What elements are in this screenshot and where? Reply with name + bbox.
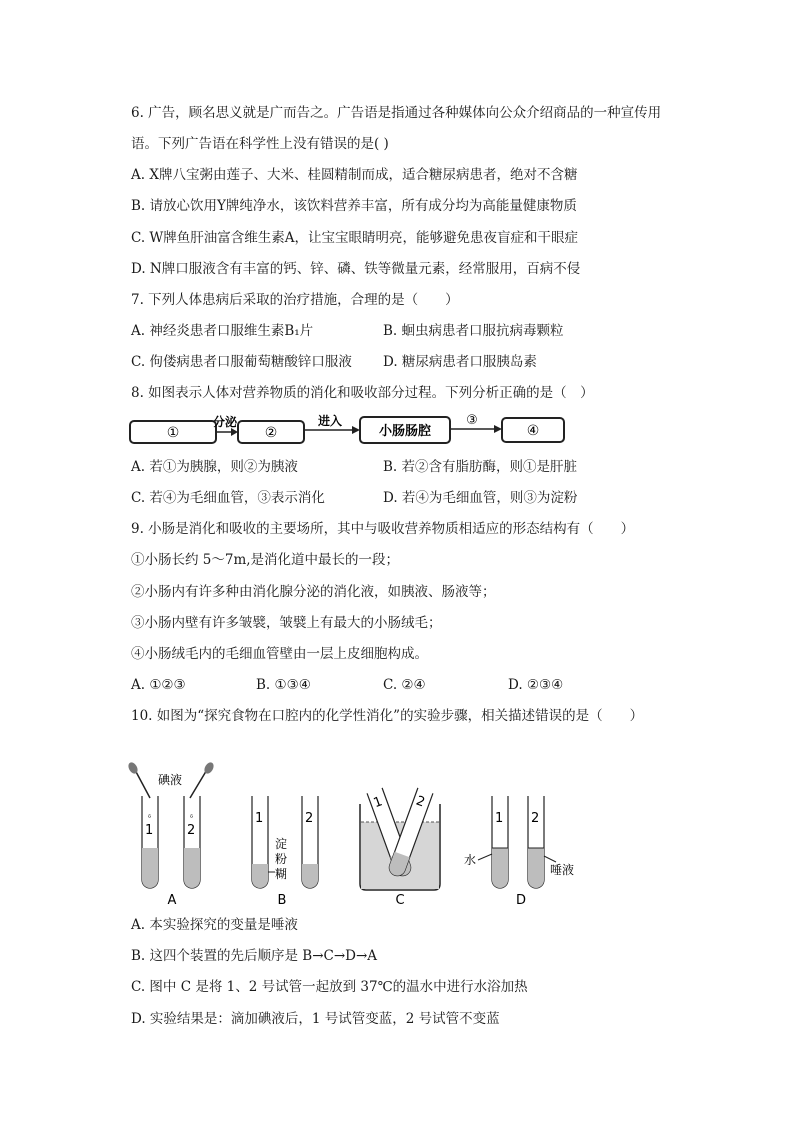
saliva-label: 唾液 [550,863,575,877]
setup-a-label: A [167,893,177,908]
q7-option-d: D. 糖尿病患者口服胰岛素 [383,354,537,370]
q9-statement-2: ②小肠内有许多种由消化腺分泌的消化液，如胰液、肠液等； [131,584,496,600]
setup-c [360,788,440,908]
flow-box-1-label: ① [166,425,180,441]
q10-option-d: D. 实验结果是：滴加碘液后，1 号试管变蓝，2 号试管不变蓝 [131,1011,500,1027]
tube-1-label-d: 1 [495,811,504,826]
q7-option-c: C. 佝偻病患者口服葡萄糖酸锌口服液 [131,354,352,370]
q9-option-d: D. ②③④ [508,677,564,693]
tube-2-label-b: 2 [305,811,314,826]
q8-option-d: D. 若④为毛细血管，则③为淀粉 [383,490,578,506]
q9-statement-1: ①小肠长约 5～7m,是消化道中最长的一段； [131,552,400,568]
svg-text:ᵟ: ᵟ [148,813,152,822]
setup-d-label: D [515,893,527,908]
starch-label-2: 粉 [275,852,288,866]
water-label: 水 [464,853,477,867]
test-tube-experiment-figure [120,760,600,910]
q7-option-b: B. 蛔虫病患者口服抗病毒颗粒 [383,323,564,339]
q9-stem: 9. 小肠是消化和吸收的主要场所，其中与吸收营养物质相适应的形态结构有（ ） [131,521,635,537]
tube-1-label-a: 1 [145,823,154,838]
q6-option-d: D. N牌口服液含有丰富的钙、锌、磷、铁等微量元素，经常服用，百病不侵 [131,261,581,277]
starch-label-1: 淀 [275,837,288,851]
q6-option-c: C. W牌鱼肝油富含维生素A，让宝宝眼睛明亮，能够避免患夜盲症和干眼症 [131,230,579,246]
setup-b-label: B [277,893,287,908]
q10-option-a: A. 本实验探究的变量是唾液 [131,917,298,933]
q10-option-b: B. 这四个装置的先后顺序是 B→C→D→A [131,948,378,964]
q8-stem: 8. 如图表示人体对营养物质的消化和吸收部分过程。下列分析正确的是（ ） [131,385,594,401]
q8-option-c: C. 若④为毛细血管，③表示消化 [131,490,325,506]
q6-stem-line2: 语。下列广告语在科学性上没有错误的是( ) [131,136,389,152]
digestion-flow-diagram [128,412,568,446]
setup-d [464,796,574,908]
flow-box-4-label: ④ [526,423,540,439]
q10-stem: 10. 如图为“探究食物在口腔内的化学性消化”的实验步骤，相关描述错误的是（ ） [131,708,644,724]
q8-option-b: B. 若②含有脂肪酶，则①是肝脏 [383,459,578,475]
q10-option-c: C. 图中 C 是将 1、2 号试管一起放到 37℃的温水中进行水浴加热 [131,979,528,995]
tube-2-label-a: 2 [187,823,196,838]
flow-arrow-3-label: ③ [466,413,478,428]
flow-box-3-label: 小肠肠腔 [378,424,432,439]
q9-statement-4: ④小肠绒毛内的毛细血管壁由一层上皮细胞构成。 [131,646,428,662]
q7-stem: 7. 下列人体患病后采取的治疗措施，合理的是（ ） [131,292,459,308]
svg-text:ᵟ: ᵟ [190,813,194,822]
q9-option-a: A. ①②③ [131,677,186,693]
q9-option-b: B. ①③④ [256,677,311,693]
q9-statement-3: ③小肠内壁有许多皱襞，皱襞上有最大的小肠绒毛； [131,615,442,631]
flow-arrow-1-label: 分泌 [213,415,238,429]
setup-a [127,761,216,908]
q6-option-a: A. X牌八宝粥由莲子、大米、桂圆精制而成，适合糖尿病患者，绝对不含糖 [131,167,578,183]
setup-c-label: C [395,893,405,908]
tube-2-label-d: 2 [531,811,540,826]
q7-option-a: A. 神经炎患者口服维生素B₁片 [131,323,314,339]
iodine-label: 碘液 [158,773,183,787]
flow-box-2-label: ② [264,425,278,441]
tube-1-label-b: 1 [255,811,264,826]
setup-b [252,796,318,908]
q9-option-c: C. ②④ [383,677,426,693]
tube-1-label-c: 1 [371,794,385,812]
q6-stem-line1: 6. 广告，顾名思义就是广而告之。广告语是指通过各种媒体向公众介绍商品的一种宣传用 [131,105,662,121]
flow-arrow-2-label: 进入 [318,414,343,428]
q8-option-a: A. 若①为胰腺，则②为胰液 [131,459,298,475]
q6-option-b: B. 请放心饮用Y牌纯净水，该饮料营养丰富，所有成分均为高能量健康物质 [131,198,577,214]
tube-2-label-c: 2 [413,793,427,811]
starch-label-3: 糊 [275,867,288,881]
